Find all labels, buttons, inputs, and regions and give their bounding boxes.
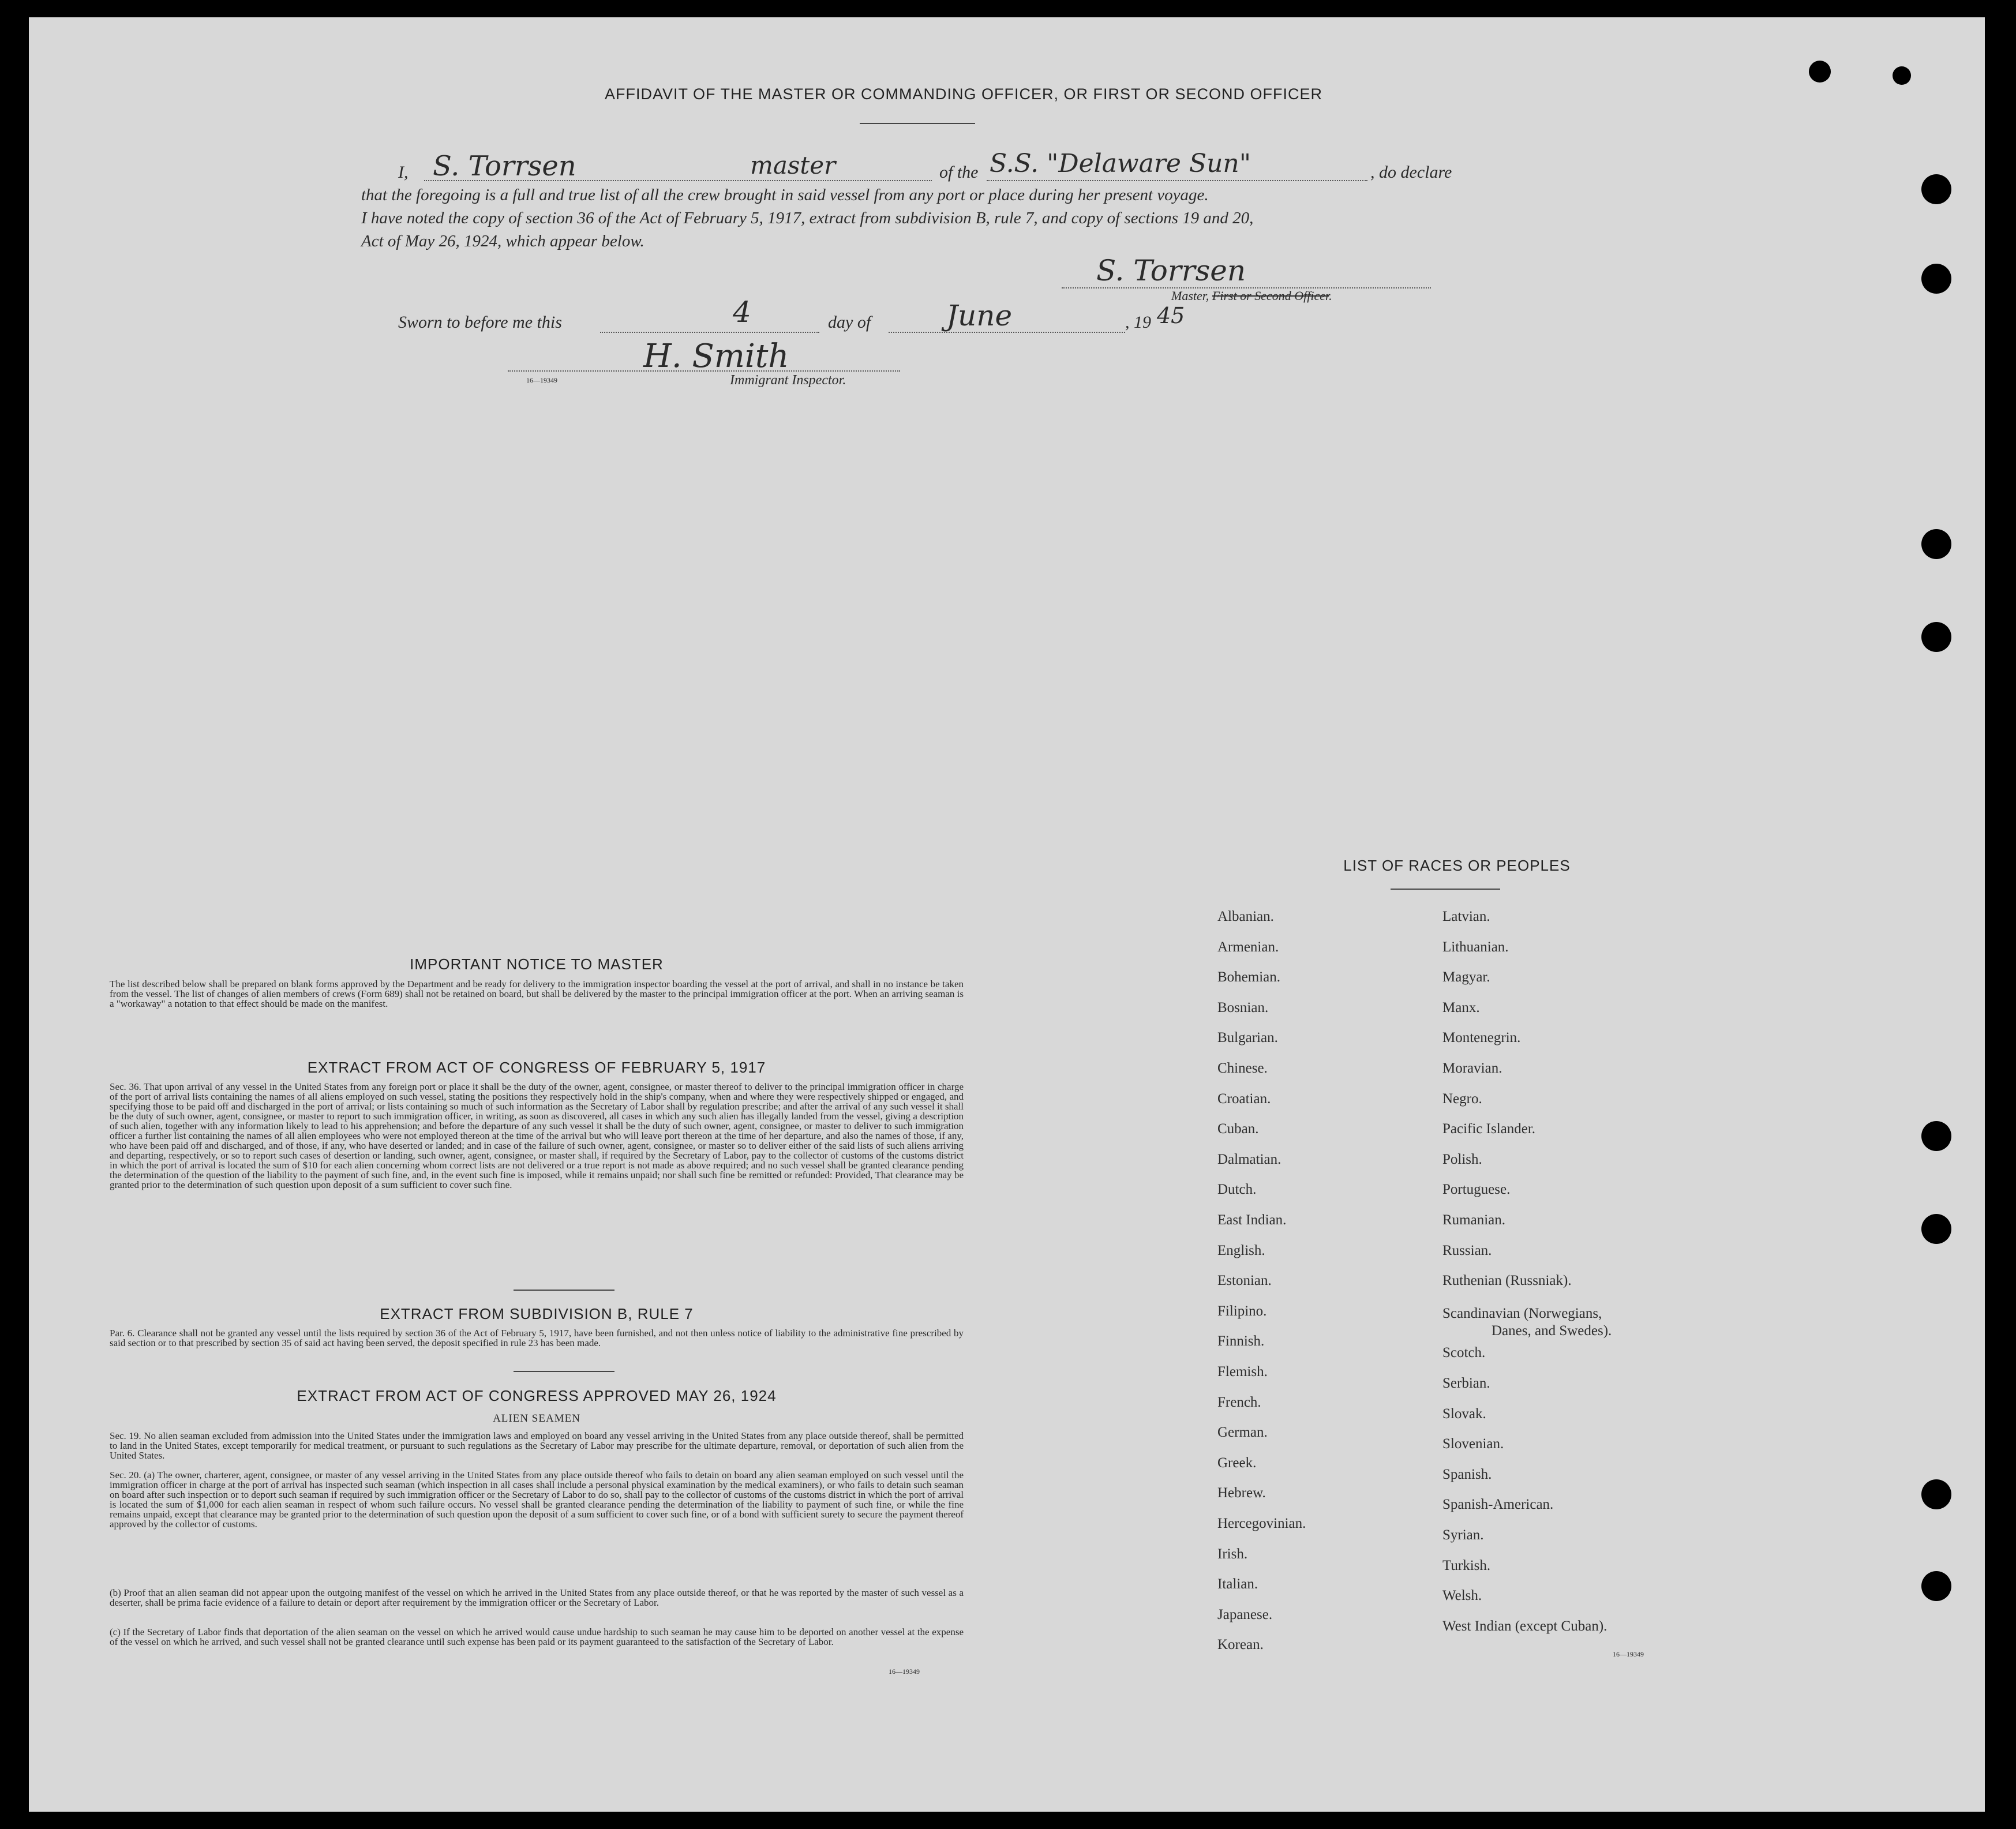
- sworn-prefix: Sworn to before me this: [398, 313, 562, 332]
- race-item: Ruthenian (Russniak).: [1442, 1273, 1572, 1289]
- handwritten-month: June: [946, 299, 1013, 332]
- handwritten-year: 45: [1157, 303, 1185, 328]
- race-item: Lithuanian.: [1442, 939, 1509, 955]
- punch-hole: [1921, 1121, 1951, 1151]
- race-item: Croatian.: [1217, 1090, 1271, 1107]
- punch-hole-small: [1893, 66, 1911, 85]
- race-item: Turkish.: [1442, 1557, 1491, 1573]
- race-item: Dalmatian.: [1217, 1151, 1281, 1167]
- race-item: Spanish.: [1442, 1466, 1492, 1482]
- day-line: [600, 332, 819, 333]
- race-item: Greek.: [1217, 1455, 1257, 1471]
- race-item: Filipino.: [1217, 1303, 1267, 1319]
- section-divider-1: [514, 1290, 614, 1291]
- race-item: Montenegrin.: [1442, 1030, 1521, 1046]
- punch-hole: [1921, 264, 1951, 294]
- extract-1924-sec19: Sec. 19. No alien seaman excluded from admission into the United States under the immigration laws and employed on board any vessel arriving in the United States from any place outside thereof, shall be permitted to land in the United States, except temporarily for medical treatment, or pursuant to such regulations as the Secretary of Labor may prescribe for the ultimate departure, removal, or deportation of such alien from the United States.: [110, 1430, 964, 1461]
- race-item: Bulgarian.: [1217, 1030, 1278, 1046]
- race-item: Estonian.: [1217, 1273, 1272, 1289]
- extract-1924-title: EXTRACT FROM ACT OF CONGRESS APPROVED MAY 26, 1924: [297, 1387, 777, 1404]
- inspector-line: [508, 370, 900, 372]
- race-item: Danes, and Swedes).: [1492, 1322, 1612, 1339]
- punch-hole: [1921, 529, 1951, 559]
- punch-hole: [1921, 1571, 1951, 1601]
- race-item: Portuguese.: [1442, 1182, 1511, 1198]
- punch-hole: [1921, 622, 1951, 652]
- extract-1924-sec20c: (c) If the Secretary of Labor finds that deportation of the alien seaman on the vessel on which he arrived would cause undue hardship to such seaman he may cause him to be deported on another vessel at the expense of the vessel on which he arrived, and such vessel shall not be granted clearance until such expense has been paid or its payment guaranteed to the satisfaction of the Secretary of Labor.: [110, 1626, 964, 1647]
- document-page: [29, 17, 1985, 1812]
- title-divider: [860, 123, 975, 124]
- caption-master: Master,: [1171, 288, 1209, 303]
- sworn-mid: day of: [828, 313, 871, 332]
- punch-hole-small: [1809, 61, 1831, 83]
- races-divider: [1391, 889, 1500, 890]
- race-item: Welsh.: [1442, 1588, 1482, 1604]
- races-title: LIST OF RACES OR PEOPLES: [1343, 857, 1571, 874]
- inspector-caption: Immigrant Inspector.: [730, 373, 846, 388]
- race-item: German.: [1217, 1425, 1268, 1441]
- race-item: Spanish-American.: [1442, 1497, 1554, 1513]
- race-item: Bohemian.: [1217, 969, 1281, 985]
- extract-1917-text: Sec. 36. That upon arrival of any vessel in the United States from any foreign port or place it shall be the duty of the owner, agent, consignee, or master thereof to deliver to the principal immigration officer in charge of the port of arrival lists containing the names of all aliens employed on such vessel, stating the positions they respectively hold in the ship's company, when and where they were respectively shipped or engaged, and specifying those to be paid off and discharged in the port of arrival; or lists containing so much of such information as the Secretary of Labor shall by regulation prescribe; and after the arrival of any such vessel it shall be the duty of such owner, agent, consignee, or master to report to such immigration officer, in writing, as soon as discovered, all cases in which any such alien has illegally landed from the vessel, giving a description of such alien, together with any information likely to lead to his apprehension; and before the departure of any such vessel it shall be the duty of such owner, agent, consignee, or master to deliver to such immigration officer a further list containing the names of all alien employees who were not employed thereon at the time of the arrival but who will leave port thereon at the time of her departure, and also the names of those, if any, who have been paid off and discharged, and of those, if any, who have deserted or landed; and in case of the failure of such owner, agent, consignee, or master so to deliver either of the said lists of such aliens arriving and departing, respectively, or so to report such cases of desertion or landing, such owner, agent, consignee, or master shall, if required by the Secretary of Labor, pay to the collector of customs of the customs district in which the port of arrival is located the sum of $10 for each alien concerning whom correct lists are not delivered or a true report is not made as above required; and no such vessel shall be granted clearance pending the determination of the question of the liability to the payment of such fine, and, in the event such fine is imposed, while it remains unpaid; nor shall such fine be remitted or refunded: Provided, That clearance may be granted prior to the determination of such question upon deposit of a sum sufficient to cover such fine.: [110, 1081, 964, 1190]
- race-item: Chinese.: [1217, 1060, 1268, 1076]
- race-item: Serbian.: [1442, 1376, 1490, 1391]
- extract-1924-sec20a: Sec. 20. (a) The owner, charterer, agent, consignee, or master of any vessel arriving in the United States from any place outside thereof who fails to detain on board any alien seaman employed on such vessel until the immigration officer in charge at the port of arrival has inspected such seaman (which inspection in all cases shall include a personal physical examination by the medical examiners), or who fails to detain such seaman on board after such inspection or to deport such seaman if required by such immigration officer or the Secretary of Labor to do so, shall pay to the collector of customs of the customs district in which the port of arrival is located the sum of $1,000 for each alien seaman in respect of whom such failure occurs. No vessel shall be granted clearance pending the determination of the liability to payment of such fine, or while the fine remains unpaid, except that clearance may be granted prior to the determination of such question upon the deposit of a sum sufficient to cover such fine, or of a bond with sufficient surety to secure the payment thereof approved by the collector of customs.: [110, 1470, 964, 1530]
- race-item: Negro.: [1442, 1090, 1482, 1107]
- race-item: Bosnian.: [1217, 999, 1269, 1015]
- form-number: 16—19349: [526, 376, 557, 384]
- race-item: Hercegovinian.: [1217, 1516, 1306, 1531]
- race-item: Armenian.: [1217, 939, 1279, 955]
- vessel-line: [987, 180, 1367, 181]
- extract-rule7-title: EXTRACT FROM SUBDIVISION B, RULE 7: [380, 1305, 694, 1322]
- race-item: Magyar.: [1442, 969, 1490, 985]
- notice-text: The list described below shall be prepared on blank forms approved by the Department and be ready for delivery to the immigration inspector boarding the vessel at the port of arrival, and shall in no instance be taken from the vessel. The list of changes of alien members of crews (Form 689) shall not be retained on board, but shall be delivered by the master to the principal immigration officer at the port. When an arriving seaman is a "workaway" a notation to that effect should be made on the manifest.: [110, 979, 964, 1009]
- declaration-prefix: I,: [398, 163, 409, 182]
- race-item: Cuban.: [1217, 1121, 1259, 1137]
- affidavit-title: AFFIDAVIT OF THE MASTER OR COMMANDING OFFICER, OR FIRST OR SECOND OFFICER: [604, 85, 1323, 103]
- extract-1917-title: EXTRACT FROM ACT OF CONGRESS OF FEBRUARY 5, 1917: [307, 1059, 766, 1076]
- declaration-line-4: Act of May 26, 1924, which appear below.: [361, 232, 644, 250]
- form-number-bottom: 16—19349: [889, 1667, 920, 1676]
- extract-1924-subtitle: ALIEN SEAMEN: [493, 1412, 580, 1425]
- sworn-year-prefix: , 19: [1125, 313, 1151, 332]
- handwritten-day: 4: [733, 295, 751, 329]
- race-item: Polish.: [1442, 1151, 1482, 1167]
- notice-title: IMPORTANT NOTICE TO MASTER: [410, 955, 664, 973]
- declaration-line-3: I have noted the copy of section 36 of the Act of February 5, 1917, extract from subdivision B, rule 7, and copy of sections 19 and 20,: [361, 209, 1254, 227]
- race-item: Russian.: [1442, 1242, 1492, 1258]
- race-item: Finnish.: [1217, 1333, 1265, 1350]
- signature-caption: [1171, 288, 1332, 303]
- extract-rule7-text: Par. 6. Clearance shall not be granted any vessel until the lists required by section 36 of the Act of February 5, 1917, have been furnished, and not then unless notice of liability to the administrative fine prescribed by said section or to that prescribed by section 35 of said act having been served, the deposit specified in rule 23 has been made.: [110, 1328, 964, 1348]
- race-item: English.: [1217, 1242, 1265, 1258]
- declaration-suffix: , do declare: [1370, 163, 1452, 182]
- punch-hole: [1921, 1214, 1951, 1244]
- race-item: Latvian.: [1442, 909, 1490, 924]
- race-item: Syrian.: [1442, 1527, 1484, 1543]
- caption-end: .: [1329, 288, 1332, 303]
- race-item: Italian.: [1217, 1576, 1258, 1592]
- master-signature: S. Torrsen: [1096, 254, 1246, 287]
- race-item: Scotch.: [1442, 1345, 1486, 1361]
- race-item: Moravian.: [1442, 1060, 1502, 1076]
- race-item: West Indian (except Cuban).: [1442, 1618, 1607, 1634]
- caption-struck: First or Second Officer: [1212, 288, 1329, 303]
- race-item: Irish.: [1217, 1546, 1248, 1562]
- race-item: Slovenian.: [1442, 1436, 1504, 1452]
- race-item: Slovak.: [1442, 1406, 1486, 1422]
- race-item: Flemish.: [1217, 1364, 1268, 1380]
- handwritten-rank: master: [750, 151, 836, 179]
- race-item: Hebrew.: [1217, 1485, 1266, 1501]
- races-form-number: 16—19349: [1613, 1650, 1644, 1658]
- declaration-mid: of the: [939, 163, 979, 182]
- race-item: Rumanian.: [1442, 1212, 1506, 1228]
- race-item: Dutch.: [1217, 1182, 1257, 1198]
- race-item: Korean.: [1217, 1637, 1264, 1653]
- race-item: Japanese.: [1217, 1606, 1273, 1622]
- race-item: French.: [1217, 1394, 1261, 1410]
- declaration-line-2: that the foregoing is a full and true list of all the crew brought in said vessel from any port or place during her present voyage.: [361, 186, 1209, 204]
- race-item: East Indian.: [1217, 1212, 1287, 1228]
- extract-1924-sec20b: (b) Proof that an alien seaman did not appear upon the outgoing manifest of the vessel on which he arrived in the United States from any place outside thereof, or that he was reported by the master of such vessel as a deserter, shall be prima facie evidence of a failure to detain or deport after requirement by the immigration officer or the Secretary of Labor.: [110, 1587, 964, 1608]
- race-item: Pacific Islander.: [1442, 1121, 1536, 1137]
- race-item: Scandinavian (Norwegians,: [1442, 1305, 1602, 1321]
- section-divider-2: [514, 1371, 614, 1372]
- race-item: Albanian.: [1217, 909, 1274, 924]
- race-item: Manx.: [1442, 999, 1480, 1015]
- punch-hole: [1921, 174, 1951, 204]
- handwritten-name: S. Torrsen: [433, 150, 576, 182]
- inspector-signature: H. Smith: [643, 338, 789, 375]
- punch-hole: [1921, 1479, 1951, 1509]
- handwritten-vessel: S.S. "Delaware Sun": [990, 149, 1251, 178]
